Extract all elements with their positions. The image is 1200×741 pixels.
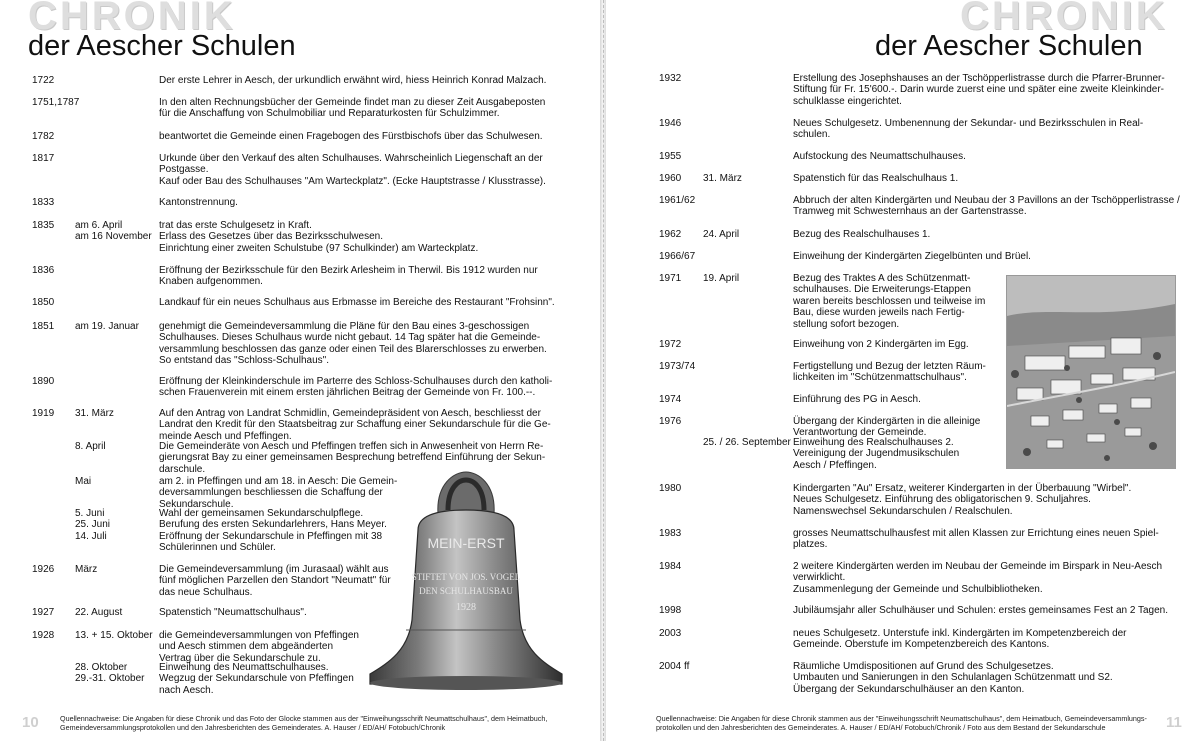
right-page <box>606 0 1200 741</box>
entry-year: 1961/62 <box>659 195 696 206</box>
entry-text: grosses Neumattschulhausfest mit allen Klassen zur Errichtung eines neuen Spiel- platzes. <box>793 528 1159 551</box>
entry-year: 1751,1787 <box>32 97 80 108</box>
entry-year: 1960 <box>659 173 682 184</box>
entry-year: 1966/67 <box>659 251 696 262</box>
bell-inscription-2: STIFTET VON JOS. VOGEL <box>411 572 521 582</box>
entry-year: 1946 <box>659 118 682 129</box>
bell-photo <box>366 470 566 692</box>
source-footnote: Quellennachweise: Die Angaben für diese Chronik stammen aus der "Einweihungsschrift Neumattschulhaus", dem Heimatbuch, Gemeindeversammlungs- protokollen und den Jahresberichten des Gemeinderates. A. Hauser / ED/AH/ Fotobuch/Chronik / Foto aus dem Bestand der Sekundarschule <box>656 714 1147 732</box>
entry-text: Einweihung des Realschulhauses 2. Vereinigung der Jugendmusikschulen Aesch / Pfeffingen. <box>793 437 960 471</box>
entry-text: beantwortet die Gemeinde einen Fragebogen des Fürstbischofs über das Schulwesen. <box>159 131 543 142</box>
entry-date: 22. August <box>75 607 123 618</box>
entry-date: am 6. April am 16 November <box>75 220 152 243</box>
entry-date: 24. April <box>703 229 740 240</box>
entry-year: 1833 <box>32 197 55 208</box>
entry-year: 1782 <box>32 131 55 142</box>
entry-year: 1984 <box>659 561 682 572</box>
entry-text: Die Gemeindeversammlung (im Jurasaal) wählt aus fünf möglichen Parzellen den Standort "Neumatt" für das neue Schulhaus. <box>159 564 391 598</box>
entry-year: 1835 <box>32 220 55 231</box>
entry-year: 1928 <box>32 630 55 641</box>
entry-year: 1836 <box>32 265 55 276</box>
entry-text: Bezug des Traktes A des Schützenmatt- schulhauses. Die Erweiterungs-Etappen waren bereits beschlossen und teilweise im Bau, diese wurden jeweils nach Fertig- stellung sofort bezogen. <box>793 273 986 330</box>
entry-text: Einweihung der Kindergärten Ziegelbünten und Brüel. <box>793 251 1031 262</box>
entry-date: 31. März <box>703 173 742 184</box>
entry-text: Landkauf für ein neues Schulhaus aus Erbmasse im Bereiche des Restaurant "Frohsinn". <box>159 297 555 308</box>
fold-line <box>603 0 604 741</box>
entry-text: Bezug des Realschulhauses 1. <box>793 229 931 240</box>
entry-year: 1927 <box>32 607 55 618</box>
entry-year: 1973/74 <box>659 361 696 372</box>
chronik-watermark: CHRONIK <box>28 0 236 38</box>
entry-text: In den alten Rechnungsbücher der Gemeinde findet man zu dieser Zeit Ausgabeposten für die Anschaffung von Schulmobiliar und Reparaturkosten für Schulzimmer. <box>159 97 546 120</box>
entry-date: 31. März <box>75 408 114 419</box>
entry-year: 1983 <box>659 528 682 539</box>
entry-year: 1998 <box>659 605 682 616</box>
entry-year: 1919 <box>32 408 55 419</box>
source-footnote: Quellennachweise: Die Angaben für diese Chronik und das Foto der Glocke stammen aus der "Einweihungsschrift Neumattschulhaus", dem Heimatbuch, Gemeindeversammlungsprotokollen und den Jahresberichten des Gemeinderates. A. Hauser / ED/AH/ Fotobuch/Chronik <box>60 714 548 732</box>
entry-year: 1972 <box>659 339 682 350</box>
entry-year: 1890 <box>32 376 55 387</box>
entry-year: 1962 <box>659 229 682 240</box>
page-title: der Aescher Schulen <box>28 30 296 62</box>
entry-text: Aufstockung des Neumattschulhauses. <box>793 151 966 162</box>
entry-text: Wahl der gemeinsamen Sekundarschulpflege. Berufung des ersten Sekundarlehrers, Hans Meyer. Eröffnung der Sekundarschule in Pfeffingen mit 38 Schülerinnen und Schüler. <box>159 508 387 554</box>
entry-date: am 19. Januar <box>75 321 139 332</box>
entry-text: Erstellung des Josephshauses an der Tschöpperlistrasse durch die Pfarrer-Brunner- Stiftung für Fr. 15'600.-. Darin wurde zuerst eine und später eine zweite Kleinkinder- schulklasse eingerichtet. <box>793 73 1165 107</box>
entry-text: genehmigt die Gemeindeversammlung die Pläne für den Bau eines 3-geschossigen Schulhauses. Dieses Schulhaus wurde nicht gebaut. 14 Tag später hat die Gemeinde- versammlung beschlossen das ganze oder einen Teil des Blarerschlosses zu erwerben. So entstand das "Schloss-Schulhaus". <box>159 321 547 367</box>
entry-text: die Gemeindeversammlungen von Pfeffingen und Aesch stimmen dem abgeänderten Vertrag über die Sekundarschule zu. <box>159 630 359 664</box>
entry-year: 1932 <box>659 73 682 84</box>
entry-text: Der erste Lehrer in Aesch, der urkundlich erwähnt wird, hiess Heinrich Konrad Malzach. <box>159 75 547 86</box>
entry-text: Einweihung von 2 Kindergärten im Egg. <box>793 339 969 350</box>
entry-year: 1926 <box>32 564 55 575</box>
entry-text: Abbruch der alten Kindergärten und Neubau der 3 Pavillons an der Tschöpperlistrasse / Tramweg mit Schwesternhaus an der Gartenstrasse. <box>793 195 1180 218</box>
entry-text: neues Schulgesetz. Unterstufe inkl. Kindergärten im Kompetenzbereich der Gemeinde. Oberstufe im Kompetenzbereich des Kantons. <box>793 628 1127 651</box>
entry-text: Die Gemeinderäte von Aesch und Pfeffingen treffen sich in Anwesenheit von Herrn Re- gierungsrat Bay zu einer gemeinsamen Besprechung betreffend Einführung der Sekun- darschule. <box>159 441 546 475</box>
entry-date: 8. April <box>75 441 106 452</box>
entry-date: 13. + 15. Oktober <box>75 630 153 641</box>
entry-text: Urkunde über den Verkauf des alten Schulhauses. Wahrscheinlich Liegenschaft an der Postgasse. Kauf oder Bau des Schulhauses "Am Warteckplatz". (Ecke Hauptstrasse / Klusstrasse). <box>159 153 546 187</box>
entry-text: Auf den Antrag von Landrat Schmidlin, Gemeindepräsident von Aesch, beschliesst der Landrat den Kredit für den Staatsbeitrag zur Schaffung einer Sekundarschule für die Ge- meinde Aesch und Pfeffingen. <box>159 408 551 442</box>
entry-text: Kantonstrennung. <box>159 197 238 208</box>
entry-year: 1817 <box>32 153 55 164</box>
entry-text: Räumliche Umdispositionen auf Grund des Schulgesetzes. Umbauten und Sanierungen in den Schulanlagen Schützenmatt und S2. Übergang der Sekundarschulhäuser an den Kanton. <box>793 661 1113 695</box>
entry-date: Mai <box>75 476 92 487</box>
entry-text: trat das erste Schulgesetz in Kraft. Erlass des Gesetzes über das Bezirksschulwesen. Einrichtung einer zweiten Schulstube (97 Schulkinder) am Warteckplatz. <box>159 220 479 254</box>
entry-year: 1974 <box>659 394 682 405</box>
chronik-watermark: CHRONIK <box>960 0 1168 38</box>
entry-text: am 2. in Pfeffingen und am 18. in Aesch: Die Gemein- deversammlungen beschliessen die Schaffung der Sekundarschule. <box>159 476 398 510</box>
aerial-photo <box>1006 275 1176 469</box>
entry-text: Eröffnung der Bezirksschule für den Bezirk Arlesheim in Therwil. Bis 1912 wurden nur Knaben aufgenommen. <box>159 265 538 288</box>
entry-year: 1980 <box>659 483 682 494</box>
page-number: 10 <box>22 714 39 731</box>
entry-year: 1976 <box>659 416 682 427</box>
entry-date: 25. / 26. September <box>703 437 791 448</box>
entry-date: 28. Oktober 29.-31. Oktober <box>75 662 145 685</box>
entry-text: Einweihung des Neumattschulhauses. Wegzug der Sekundarschule von Pfeffingen nach Aesch. <box>159 662 354 696</box>
bell-inscription-3: DEN SCHULHAUSBAU <box>419 586 513 596</box>
entry-year: 1850 <box>32 297 55 308</box>
entry-text: Spatenstich für das Realschulhaus 1. <box>793 173 959 184</box>
entry-year: 1851 <box>32 321 55 332</box>
bell-inscription-year: 1928 <box>456 602 476 613</box>
entry-text: Neues Schulgesetz. Umbenennung der Sekundar- und Bezirksschulen in Real- schulen. <box>793 118 1144 141</box>
entry-year: 2003 <box>659 628 682 639</box>
entry-text: Eröffnung der Kleinkinderschule im Parterre des Schloss-Schulhauses durch den katholi- schen Frauenverein mit einem ersten jährlichen Beitrag der Gemeinde von Fr. 100.--. <box>159 376 553 399</box>
entry-year: 1971 <box>659 273 682 284</box>
entry-text: Fertigstellung und Bezug der letzten Räum- lichkeiten im "Schützenmattschulhaus". <box>793 361 986 384</box>
entry-text: 2 weitere Kindergärten werden im Neubau der Gemeinde im Birspark in Neu-Aesch verwirklicht. Zusammenlegung der Gemeinde und Schulbibliotheken. <box>793 561 1163 595</box>
entry-text: Jubiläumsjahr aller Schulhäuser und Schulen: erstes gemeinsames Fest an 2 Tagen. <box>793 605 1169 616</box>
entry-text: Einführung des PG in Aesch. <box>793 394 921 405</box>
entry-text: Übergang der Kindergärten in die alleinige Verantwortung der Gemeinde. <box>793 416 981 439</box>
entry-year: 2004 ff <box>659 661 690 672</box>
entry-date: 5. Juni 25. Juni 14. Juli <box>75 508 111 542</box>
page-title: der Aescher Schulen <box>875 30 1143 62</box>
entry-text: Spatenstich "Neumattschulhaus". <box>159 607 307 618</box>
entry-text: Kindergarten "Au" Ersatz, weiterer Kindergarten in der Überbauung "Wirbel". Neues Schulgesetz. Einführung des obligatorischen 9. Schuljahres. Namenswechsel Sekundarschulen / Realschulen. <box>793 483 1132 517</box>
entry-year: 1955 <box>659 151 682 162</box>
entry-date: März <box>75 564 98 575</box>
page-number: 11 <box>1166 714 1182 731</box>
entry-date: 19. April <box>703 273 740 284</box>
entry-year: 1722 <box>32 75 55 86</box>
bell-inscription-1: MEIN-ERST <box>427 535 505 551</box>
